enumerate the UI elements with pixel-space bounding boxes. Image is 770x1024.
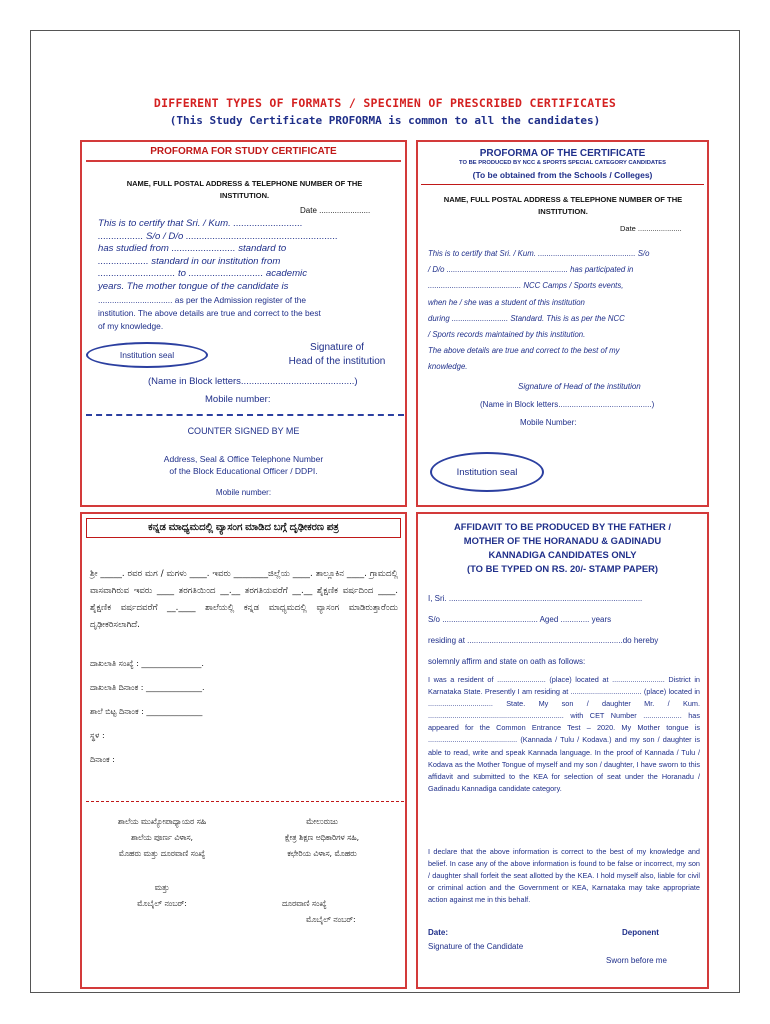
ncc-line-7: The above details are true and correct to the best of my — [428, 346, 620, 356]
affidavit-body-2: I declare that the above information is correct to the best of my knowledge and belief. In case any of the above information is found to be false or incorrect, my son / daughter shall forfeit the seat allotted by the KEA. I hold myself also, liable for civil or criminal action and the Government or KEA, Karnataka may take appropriate action against me in this behalf. — [428, 847, 700, 905]
affidavit-body-1: I was a resident of ........................ (place) located at .......................... District in Karnataka State. Presently I am residing at ................................... (place) located in ................................ State. My son / daughter Mr. / Kum. ................................................................... with CET Number ................... has appeared for the Common Entrance Test – 2020. My Mother tongue is ............................................ (Kannada / Tulu / Kodava.) and my son / daughter is able to read, write and speak Kannada language. In the proof of Kannada / Tulu / Kodava as the Mother Tongue of myself and my son / daughter, I have sworn to this affidavit and submitted to the KEA for selection of seat under the Horanadu / Gadinadu Kannadiga candidate category. — [428, 675, 700, 793]
study-block-letters: (Name in Block letters...........................................) — [148, 376, 358, 387]
ncc-title: PROFORMA OF THE CERTIFICATE — [479, 148, 646, 159]
study-institution-seal: Institution seal — [86, 342, 208, 368]
kannada-fields — [90, 652, 205, 772]
kannada-mobile-left — [82, 880, 242, 912]
admission-date: ದಾಖಲಾತಿ ದಿನಾಂಕ : ______________. — [90, 683, 205, 692]
ncc-line-4: when he / she was a student of this institution — [428, 297, 585, 307]
study-signature: Signature of — [310, 342, 364, 353]
study-divider — [86, 414, 404, 416]
study-line-1: This is to certify that Sri. / Kum. .......................... — [98, 218, 303, 229]
study-institution: NAME, FULL POSTAL ADDRESS & TELEPHONE NUMBER OF THE INSTITUTION. — [126, 179, 363, 200]
study-title: PROFORMA FOR STUDY CERTIFICATE — [150, 146, 337, 157]
ncc-mobile: Mobile Number: — [520, 418, 577, 427]
ncc-subtitle: TO BE PRODUCED BY NCC & SPORTS SPECIAL CATEGORY CANDIDATES — [459, 160, 666, 166]
study-head: Head of the institution — [288, 356, 386, 367]
phone-right: ದೂರವಾಣಿ ಸಂಖ್ಯೆ — [282, 899, 327, 908]
kannada-title: ಕನ್ನಡ ಮಾಧ್ಯಮದಲ್ಲಿ ವ್ಯಾಸಂಗ ಮಾಡಿದ ಬಗ್ಗೆ ದೃಢೀಕರಣ ಪತ್ರ — [148, 522, 339, 533]
study-title-bar — [86, 144, 401, 162]
ncc-subtitle-2: (To be obtained from the Schools / Colleges) — [472, 170, 653, 180]
ncc-block-letters: (Name in Block letters..........................................) — [480, 400, 655, 409]
affidavit-so: S/o ........................................... Aged ............. years — [428, 615, 612, 624]
affidavit-residing: residing at ......................................................................do hereby — [428, 636, 659, 645]
leaving-date: ಶಾಲೆ ಬಿಟ್ಟ ದಿನಾಂಕ : ______________ — [90, 707, 203, 716]
study-date: Date ....................... — [300, 206, 371, 215]
school-address-line: ಶಾಲೆಯ ಪೂರ್ಣ ವಿಳಾಸ, — [130, 833, 194, 842]
beo-address-1: Address, Seal & Office Telephone Number — [163, 454, 324, 464]
place-field: ಸ್ಥಳ : — [90, 731, 105, 740]
kannada-divider — [86, 801, 404, 802]
affidavit-date: Date: — [428, 928, 449, 937]
beo-sign-line: ಕ್ಷೇತ್ರ ಶಿಕ್ಷಣ ಅಧಿಕಾರಿಗಳ ಸಹಿ, — [284, 833, 360, 842]
document-title: DIFFERENT TYPES OF FORMATS / SPECIMEN OF PRESCRIBED CERTIFICATES — [153, 96, 617, 110]
headmaster-sign-line: ಶಾಲೆಯ ಮುಖ್ಯೋಪಾಧ್ಯಾಯರ ಸಹಿ — [117, 817, 207, 826]
ncc-institution: NAME, FULL POSTAL ADDRESS & TELEPHONE NUMBER OF THE INSTITUTION. — [443, 195, 683, 216]
affidavit-title-3: KANNADIGA CANDIDATES ONLY — [488, 549, 637, 560]
ncc-line-2: / D/o ........................................................ has participated in — [428, 265, 634, 275]
affidavit-title-1: AFFIDAVIT TO BE PRODUCED BY THE FATHER / — [453, 521, 672, 532]
headmaster-signature — [82, 814, 242, 862]
beo-mobile: Mobile number: — [215, 488, 272, 497]
kannada-title-bar — [86, 518, 401, 538]
study-line-6: years. The mother tongue of the candidate is — [98, 280, 289, 292]
affidavit-sworn: Sworn before me — [606, 956, 667, 965]
date-field: ದಿನಾಂಕ : — [90, 755, 115, 764]
study-line-2: ................. S/o / D/o ......................................................... — [98, 230, 338, 242]
ncc-line-3: ........................................... NCC Camps / Sports events, — [428, 281, 624, 291]
study-line-5: ............................. to ............................ academic — [98, 268, 307, 279]
ncc-certificate-box — [416, 140, 709, 507]
study-line-3: has studied from ........................ standard to — [98, 243, 287, 254]
affidavit-intro — [428, 588, 702, 672]
ncc-date: Date ..................... — [620, 224, 682, 233]
counter-signed: COUNTER SIGNED BY ME — [187, 426, 300, 436]
countersign-line: ಮೇಲುರುಜು — [306, 817, 338, 826]
affidavit-title — [418, 520, 707, 576]
study-line-7: ................................ as per the Admission register of the — [98, 295, 307, 305]
mobile-left: ಮೊಬೈಲ್ ನಂಬರ್: — [137, 899, 187, 908]
ncc-line-1: This is to certify that Sri. / Kum. ............................................. S/o — [428, 249, 650, 258]
admission-number: ದಾಖಲಾತಿ ಸಂಖ್ಯೆ : _______________. — [90, 659, 204, 668]
seal-phone-line: ಮೊಹರು ಮತ್ತು ದೂರವಾಣಿ ಸಂಖ್ಯೆ — [118, 849, 206, 858]
ncc-body — [428, 246, 700, 376]
affidavit-deponent: Deponent — [622, 928, 659, 937]
and-line: ಮತ್ತು — [154, 883, 170, 892]
affidavit-box — [416, 512, 709, 989]
ncc-signature: Signature of Head of the institution — [518, 382, 641, 391]
study-body — [98, 218, 392, 293]
study-certificate-box — [80, 140, 407, 507]
affidavit-name: I, Sri. ....................................................................................... — [428, 594, 643, 603]
kannada-paragraph: ಶ್ರೀ _____. ರವರ ಮಗ / ಮಗಳು ____. ಇವರು ________ಜಿಲ್ಲೆಯ ____. ತಾಲ್ಲೂಕಿನ ____. ಗ್ರಾಮದಲ್ಲಿ ವಾಸವಾಗಿರುವ ಇವರು ____ ತರಗತಿಯಿಂದ __.__ ತರಗತಿಯವರೆಗೆ __.__ ಶೈಕ್ಷಣಿಕ ವರ್ಷದಿಂದ ____. ಶೈಕ್ಷಣಿಕ ವರ್ಷದವರೆಗೆ __.____ ಶಾಲೆಯಲ್ಲಿ ಕನ್ನಡ ಮಾಧ್ಯಮದಲ್ಲಿ ವ್ಯಾಸಂಗ ಮಾಡಿರುತ್ತಾರೆಂದು ದೃಢೀಕರಿಸಲಾಗಿದೆ. — [90, 569, 398, 630]
study-line-4: ................... standard in our institution from — [98, 255, 281, 267]
document-subtitle: (This Study Certificate PROFORMA is common to all the candidates) — [169, 114, 601, 127]
ncc-institution-seal: Institution seal — [430, 452, 544, 492]
kannada-mobile-right — [282, 896, 402, 928]
ncc-title-rule — [421, 184, 704, 185]
mobile-right: ಮೊಬೈಲ್ ನಂಬರ್: — [306, 915, 356, 924]
study-line-8: institution. The above details are true and correct to the best — [98, 308, 321, 318]
affidavit-title-2: MOTHER OF THE HORANADU & GADINADU — [463, 535, 662, 546]
ncc-line-6: / Sports records maintained by this institution. — [428, 330, 586, 340]
beo-countersign — [242, 814, 402, 862]
ncc-line-8: knowledge. — [428, 362, 468, 372]
office-address-line: ಕಛೇರಿಯ ವಿಳಾಸ, ಮೊಹರು — [287, 849, 357, 858]
beo-address-2: of the Block Educational Officer / DDPI. — [169, 466, 318, 476]
ncc-line-5: during .......................... Standard. This is as per the NCC — [428, 313, 625, 323]
affidavit-affirm: solemnly affirm and state on oath as follows: — [428, 657, 586, 666]
study-line-9: of my knowledge. — [98, 321, 164, 331]
affidavit-candidate-signature: Signature of the Candidate — [428, 942, 524, 951]
study-body-2 — [98, 294, 392, 333]
affidavit-title-4: (TO BE TYPED ON RS. 20/- STAMP PAPER) — [467, 563, 658, 574]
kannada-medium-box — [80, 512, 407, 989]
study-mobile: Mobile number: — [205, 394, 271, 405]
